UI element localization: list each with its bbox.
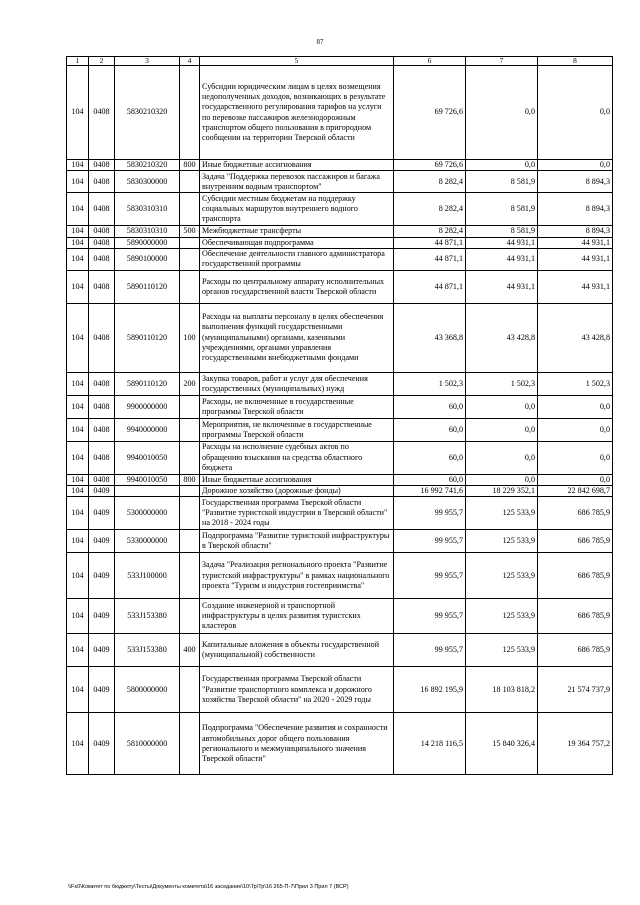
table-cell-c1: 104	[67, 372, 89, 395]
table-cell-c1: 104	[67, 713, 89, 775]
table-cell-c5: Государственная программа Тверской области "Развитие транспортного комплекса и дорожного хозяйства Тверской области" на 2020 - 2029 годы	[200, 667, 394, 713]
table-cell-c3: 9940010050	[115, 441, 180, 474]
table-row	[67, 395, 613, 418]
table-cell-c3: 5300000000	[115, 497, 180, 530]
table-cell-c8: 686 785,9	[538, 497, 613, 530]
table-cell-c2: 0408	[89, 160, 115, 171]
table-cell-c5: Государственная программа Тверской области "Развитие туристской индустрии в Тверской области" на 2018 - 2024 годы	[200, 497, 394, 530]
table-cell-c2: 0409	[89, 530, 115, 553]
table-cell-c5: Обеспечение деятельности главного администратора государственной программы	[200, 248, 394, 270]
table-cell-c7: 0,0	[466, 474, 538, 485]
table-cell-c7: 18 103 818,2	[466, 667, 538, 713]
table-row	[67, 599, 613, 634]
table-cell-c5: Капитальные вложения в объекты государственной (муниципальной) собственности	[200, 634, 394, 667]
table-cell-c4	[180, 418, 200, 441]
table-cell-c3: 5890000000	[115, 237, 180, 248]
table-cell-c5: Расходы на исполнение судебных актов по обращению взыскания на средства областного бюджета	[200, 441, 394, 474]
table-cell-c5: Дорожное хозяйство (дорожные фонды)	[200, 486, 394, 497]
table-cell-c7: 0,0	[466, 66, 538, 160]
table-cell-c7: 8 581,9	[466, 226, 538, 237]
table-cell-c6: 99 955,7	[394, 599, 466, 634]
table-cell-c8: 686 785,9	[538, 599, 613, 634]
table-cell-c8: 8 894,3	[538, 171, 613, 193]
table-cell-c6: 8 282,4	[394, 171, 466, 193]
table-row	[67, 171, 613, 193]
table-cell-c6: 99 955,7	[394, 634, 466, 667]
table-cell-c1: 104	[67, 441, 89, 474]
table-cell-c6: 14 218 116,5	[394, 713, 466, 775]
table-cell-c5: Закупка товаров, работ и услуг для обеспечения государственных (муниципальных) нужд	[200, 372, 394, 395]
table-cell-c4	[180, 248, 200, 270]
table-cell-c7: 0,0	[466, 395, 538, 418]
table-cell-c7: 125 533,9	[466, 553, 538, 599]
header-cell: 3	[115, 57, 180, 66]
table-row	[67, 667, 613, 713]
table-cell-c3: 5830300000	[115, 171, 180, 193]
table-cell-c3: 5810000000	[115, 713, 180, 775]
table-cell-c1: 104	[67, 486, 89, 497]
table-cell-c4: 800	[180, 474, 200, 485]
table-cell-c8: 8 894,3	[538, 193, 613, 226]
table-cell-c3: 5890100000	[115, 248, 180, 270]
header-cell: 2	[89, 57, 115, 66]
table-row	[67, 530, 613, 553]
table-cell-c8: 44 931,1	[538, 270, 613, 303]
table-cell-c8: 1 502,3	[538, 372, 613, 395]
table-row	[67, 441, 613, 474]
table-cell-c8: 686 785,9	[538, 553, 613, 599]
table-cell-c2: 0408	[89, 395, 115, 418]
table-row	[67, 418, 613, 441]
table-cell-c7: 43 428,8	[466, 303, 538, 372]
table-cell-c5: Субсидии местным бюджетам на поддержку социальных маршрутов внутреннего водного транспорта	[200, 193, 394, 226]
table-row	[67, 303, 613, 372]
table-cell-c2: 0408	[89, 418, 115, 441]
table-cell-c2: 0409	[89, 667, 115, 713]
table-cell-c4: 400	[180, 634, 200, 667]
header-cell: 1	[67, 57, 89, 66]
table-cell-c5: Задача "Реализация регионального проекта "Развитие туристской инфраструктуры" в рамках национального проекта "Туризм и индустрия гостеприимства"	[200, 553, 394, 599]
table-cell-c8: 21 574 737,9	[538, 667, 613, 713]
table-cell-c7: 18 229 352,1	[466, 486, 538, 497]
table-cell-c1: 104	[67, 226, 89, 237]
header-cell: 5	[200, 57, 394, 66]
table-row	[67, 270, 613, 303]
table-row	[67, 372, 613, 395]
table-row	[67, 226, 613, 237]
table-cell-c8: 43 428,8	[538, 303, 613, 372]
table-cell-c8: 44 931,1	[538, 248, 613, 270]
table-cell-c6: 16 892 195,9	[394, 667, 466, 713]
table-cell-c4	[180, 599, 200, 634]
table-cell-c8: 0,0	[538, 441, 613, 474]
table-cell-c1: 104	[67, 474, 89, 485]
table-row	[67, 713, 613, 775]
footer-file-path: \\Fs0\Комитет по бюджету\Тесты\Документы комитета\16 заседание\10\Тр\Тр\16 265-П-7\Прил 3 Прил 7 (ВСР)	[68, 884, 349, 890]
table-cell-c6: 69 726,6	[394, 160, 466, 171]
table-cell-c2: 0409	[89, 634, 115, 667]
table-cell-c2: 0409	[89, 713, 115, 775]
table-cell-c4	[180, 237, 200, 248]
table-cell-c8: 0,0	[538, 66, 613, 160]
table-cell-c6: 60,0	[394, 441, 466, 474]
table-cell-c5: Подпрограмма "Развитие туристской инфраструктуры в Тверской области"	[200, 530, 394, 553]
table-cell-c3: 5890110120	[115, 270, 180, 303]
table-cell-c2: 0408	[89, 270, 115, 303]
table-cell-c1: 104	[67, 193, 89, 226]
table-cell-c1: 104	[67, 237, 89, 248]
table-cell-c1: 104	[67, 248, 89, 270]
table-cell-c4	[180, 667, 200, 713]
table-cell-c2: 0408	[89, 248, 115, 270]
table-cell-c4	[180, 713, 200, 775]
table-cell-c4	[180, 497, 200, 530]
table-cell-c3: 533J100000	[115, 553, 180, 599]
table-cell-c1: 104	[67, 667, 89, 713]
table-cell-c4: 800	[180, 160, 200, 171]
table-cell-c7: 1 502,3	[466, 372, 538, 395]
table-cell-c6: 43 368,8	[394, 303, 466, 372]
table-row	[67, 193, 613, 226]
table-cell-c1: 104	[67, 303, 89, 372]
table-cell-c7: 125 533,9	[466, 497, 538, 530]
table-cell-c6: 1 502,3	[394, 372, 466, 395]
table-cell-c8: 686 785,9	[538, 530, 613, 553]
table-cell-c2: 0408	[89, 171, 115, 193]
table-cell-c1: 104	[67, 395, 89, 418]
table-cell-c6: 99 955,7	[394, 497, 466, 530]
table-header-row	[67, 57, 613, 66]
table-cell-c6: 99 955,7	[394, 530, 466, 553]
table-cell-c6: 44 871,1	[394, 237, 466, 248]
table-cell-c3: 9940010050	[115, 474, 180, 485]
table-cell-c4	[180, 171, 200, 193]
table-cell-c7: 44 931,1	[466, 248, 538, 270]
table-cell-c3: 5890110120	[115, 303, 180, 372]
table-cell-c4	[180, 270, 200, 303]
table-cell-c8: 0,0	[538, 395, 613, 418]
table-cell-c3: 5830310310	[115, 226, 180, 237]
table-cell-c3: 5830210320	[115, 160, 180, 171]
table-cell-c2: 0408	[89, 474, 115, 485]
table-row	[67, 486, 613, 497]
table-cell-c2: 0408	[89, 441, 115, 474]
table-cell-c1: 104	[67, 171, 89, 193]
table-cell-c5: Мероприятия, не включенные в государственные программы Тверской области	[200, 418, 394, 441]
header-cell: 8	[538, 57, 613, 66]
table-cell-c5: Расходы по центральному аппарату исполнительных органов государственной власти Тверской области	[200, 270, 394, 303]
table-cell-c3: 9900000000	[115, 395, 180, 418]
table-row	[67, 474, 613, 485]
table-cell-c4	[180, 193, 200, 226]
table-cell-c4: 500	[180, 226, 200, 237]
table-row	[67, 634, 613, 667]
table-row	[67, 237, 613, 248]
header-cell: 6	[394, 57, 466, 66]
table-cell-c7: 0,0	[466, 160, 538, 171]
table-cell-c3: 5330000000	[115, 530, 180, 553]
table-cell-c6: 69 726,6	[394, 66, 466, 160]
table-cell-c2: 0408	[89, 237, 115, 248]
table-cell-c8: 8 894,3	[538, 226, 613, 237]
table-cell-c1: 104	[67, 160, 89, 171]
table-cell-c6: 60,0	[394, 418, 466, 441]
table-row	[67, 66, 613, 160]
table-cell-c6: 44 871,1	[394, 270, 466, 303]
table-cell-c4	[180, 553, 200, 599]
table-cell-c1: 104	[67, 530, 89, 553]
table-row	[67, 497, 613, 530]
table-cell-c2: 0408	[89, 303, 115, 372]
table-cell-c7: 44 931,1	[466, 237, 538, 248]
header-cell: 7	[466, 57, 538, 66]
table-cell-c6: 60,0	[394, 395, 466, 418]
table-cell-c1: 104	[67, 553, 89, 599]
table-cell-c5: Обеспечивающая подпрограмма	[200, 237, 394, 248]
budget-table	[66, 56, 613, 775]
table-cell-c3	[115, 486, 180, 497]
table-cell-c7: 15 840 326,4	[466, 713, 538, 775]
table-cell-c4	[180, 530, 200, 553]
table-cell-c5: Межбюджетные трансферты	[200, 226, 394, 237]
table-cell-c6: 44 871,1	[394, 248, 466, 270]
table-cell-c8: 0,0	[538, 418, 613, 441]
table-cell-c4	[180, 395, 200, 418]
table-cell-c5: Задача "Поддержка перевозок пассажиров и багажа внутренним водным транспортом"	[200, 171, 394, 193]
table-cell-c7: 125 533,9	[466, 634, 538, 667]
table-cell-c7: 8 581,9	[466, 193, 538, 226]
table-cell-c5: Иные бюджетные ассигнования	[200, 160, 394, 171]
table-cell-c4	[180, 441, 200, 474]
table-cell-c4: 200	[180, 372, 200, 395]
table-cell-c2: 0408	[89, 66, 115, 160]
table-cell-c6: 8 282,4	[394, 226, 466, 237]
table-cell-c2: 0409	[89, 599, 115, 634]
table-cell-c6: 8 282,4	[394, 193, 466, 226]
table-cell-c3: 533J153380	[115, 599, 180, 634]
table-cell-c5: Создание инженерной и транспортной инфраструктуры в целях развития туристских кластеров	[200, 599, 394, 634]
table-cell-c6: 60,0	[394, 474, 466, 485]
table-cell-c1: 104	[67, 599, 89, 634]
table-cell-c3: 5890110120	[115, 372, 180, 395]
table-cell-c1: 104	[67, 634, 89, 667]
table-row	[67, 553, 613, 599]
table-cell-c4	[180, 486, 200, 497]
table-cell-c2: 0408	[89, 193, 115, 226]
page-number: 87	[316, 38, 324, 46]
table-cell-c4	[180, 66, 200, 160]
table-cell-c1: 104	[67, 418, 89, 441]
header-cell: 4	[180, 57, 200, 66]
table-row	[67, 160, 613, 171]
table-cell-c5: Расходы на выплаты персоналу в целях обеспечения выполнения функций государственными (муниципальными) органами, казенными учреждениями, органами управления государственными внебюджетными фондами	[200, 303, 394, 372]
table-cell-c5: Субсидии юридическим лицам в целях возмещения недополученных доходов, возникающих в результате государственного регулирования тарифов на услуги по перевозке пассажиров железнодорожным транспортом общего пользования в пригородном сообщении на территории Тверской области	[200, 66, 394, 160]
table-cell-c3: 5830310310	[115, 193, 180, 226]
table-row	[67, 248, 613, 270]
table-cell-c5: Иные бюджетные ассигнования	[200, 474, 394, 485]
table-cell-c3: 5830210320	[115, 66, 180, 160]
table-cell-c1: 104	[67, 497, 89, 530]
table-cell-c3: 5800000000	[115, 667, 180, 713]
table-cell-c6: 99 955,7	[394, 553, 466, 599]
table-cell-c7: 125 533,9	[466, 599, 538, 634]
table-cell-c2: 0409	[89, 497, 115, 530]
table-cell-c2: 0409	[89, 553, 115, 599]
table-cell-c1: 104	[67, 270, 89, 303]
table-cell-c2: 0408	[89, 226, 115, 237]
table-cell-c7: 0,0	[466, 441, 538, 474]
table-cell-c8: 686 785,9	[538, 634, 613, 667]
table-cell-c8: 19 364 757,2	[538, 713, 613, 775]
table-cell-c8: 0,0	[538, 474, 613, 485]
table-cell-c5: Подпрограмма "Обеспечение развития и сохранности автомобильных дорог общего пользования регионального и межмуниципального значения Тверской области"	[200, 713, 394, 775]
table-cell-c8: 44 931,1	[538, 237, 613, 248]
table-cell-c3: 533J153380	[115, 634, 180, 667]
table-cell-c6: 16 992 741,6	[394, 486, 466, 497]
table-cell-c2: 0409	[89, 486, 115, 497]
table-cell-c4: 100	[180, 303, 200, 372]
table-cell-c7: 125 533,9	[466, 530, 538, 553]
table-cell-c7: 8 581,9	[466, 171, 538, 193]
table-cell-c5: Расходы, не включенные в государственные программы Тверской области	[200, 395, 394, 418]
table-cell-c7: 44 931,1	[466, 270, 538, 303]
table-cell-c3: 9940000000	[115, 418, 180, 441]
table-body	[67, 66, 613, 775]
table-cell-c8: 0,0	[538, 160, 613, 171]
table-cell-c2: 0408	[89, 372, 115, 395]
table-cell-c7: 0,0	[466, 418, 538, 441]
table-cell-c1: 104	[67, 66, 89, 160]
table-cell-c8: 22 842 698,7	[538, 486, 613, 497]
